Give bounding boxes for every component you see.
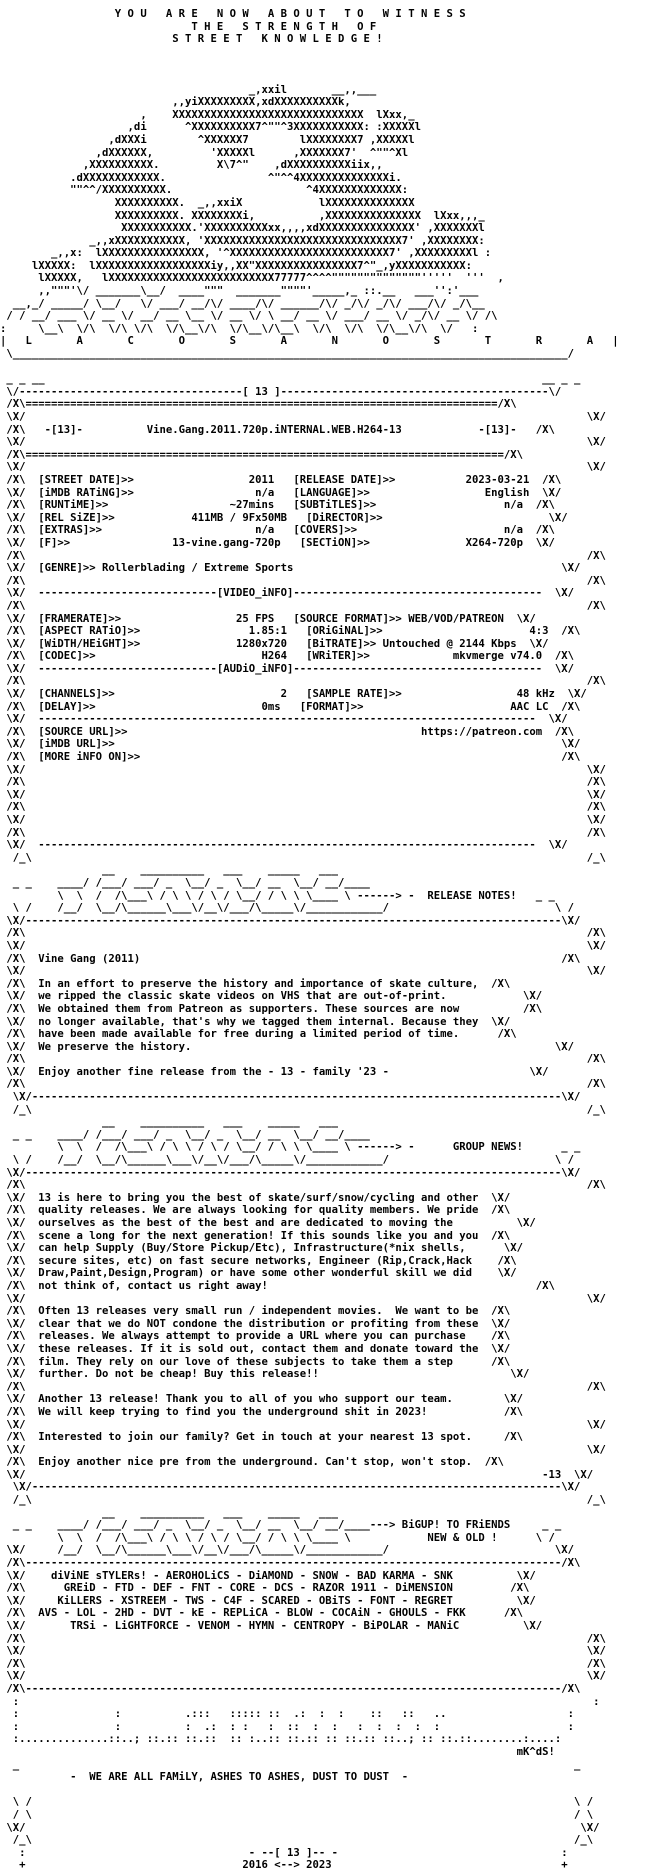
nfo-line: : - --[ 13 ]-- - : bbox=[0, 1846, 568, 1859]
nfo-line: /X\ /X\ bbox=[0, 776, 606, 789]
nfo-line: / / __/ ___ \/ __ \/ __/ __ \__ \/ __ \/ \ __/ __ \/ ___/ __ \/ _/\/ __ \/ /\ bbox=[0, 310, 498, 323]
nfo-line: \X/ \X/ bbox=[0, 461, 606, 474]
nfo-line: ,,"""'\/ _______\__/ ____""" _______""""'_____,_ ::.__ ___'':'___ bbox=[0, 285, 479, 298]
nfo-line: S T R E E T K N O W L E D G E ! bbox=[0, 33, 383, 46]
nfo-line: /X\ /X\ bbox=[0, 826, 606, 839]
nfo-line: ""^^/XXXXXXXXXX. ^4XXXXXXXXXXXXX: bbox=[0, 184, 409, 197]
nfo-line: /X\ secure sites, etc) on fast secure networks, Engineer (Rip,Crack,Hack /X\ bbox=[0, 1254, 517, 1267]
nfo-line: /X\------------------------------------------------------------------------------------/X\ bbox=[0, 1682, 581, 1695]
nfo-line: \X/ \X/ bbox=[0, 1292, 606, 1305]
nfo-line: : : bbox=[0, 1695, 600, 1708]
nfo-line: /X\ scene a long for the next generation! If this sounds like you and you /X\ bbox=[0, 1229, 511, 1242]
nfo-line: /X\ have been made available for free during a limited period of time. /X\ bbox=[0, 1028, 517, 1041]
nfo-line: /X\ Vine Gang (2011) /X\ bbox=[0, 952, 581, 965]
nfo-line: \X/ Draw,Paint,Design,Program) or have some other wonderful skill we did \X/ bbox=[0, 1267, 517, 1280]
nfo-line: + 2016 <--> 2023 + bbox=[0, 1859, 568, 1872]
nfo-line: /X\ [MORE iNFO ON]>> /X\ bbox=[0, 751, 581, 764]
nfo-line: \X/ \X/ bbox=[0, 1443, 606, 1456]
nfo-line: \X/ ------------------------------------------------------------------------------ \X/ bbox=[0, 713, 568, 726]
nfo-line: \X/ ------------------------------------------------------------------------------ \X/ bbox=[0, 839, 568, 852]
nfo-line: /X\ Often 13 releases very small run / independent movies. We want to be /X\ bbox=[0, 1305, 511, 1318]
nfo-line: \X/ TRSi - LiGHTFORCE - VENOM - HYMN - CENTROPY - BiPOLAR - MANiC \X/ bbox=[0, 1620, 543, 1632]
nfo-line: \X/ -13 \X/ bbox=[0, 1468, 594, 1481]
nfo-line: .dXXXXXXXXXXXX. ^"^^4XXXXXXXXXXXXXXi. bbox=[0, 171, 402, 184]
nfo-line: /_\ /_\ bbox=[0, 1494, 606, 1507]
nfo-line: \X/ [GENRE]>> Rollerblading / Extreme Sports \X/ bbox=[0, 562, 581, 575]
nfo-line: \X/-----------------------------------------------------------------------------------\X/ bbox=[0, 1481, 581, 1494]
nfo-line: \X/ no longer available, that's why we tagged them internal. Because they \X/ bbox=[0, 1015, 511, 1028]
nfo-line: /X\ GREiD - FTD - DEF - FNT - CORE - DCS - RAZOR 1911 - DiMENSION /X\ bbox=[0, 1582, 530, 1595]
nfo-line: _ _ ____/ /___/ ___/ _ \__/ _ \__/ __ \__/ __/____ bbox=[0, 876, 370, 889]
nfo-line: /X\ [STREET DATE]>> 2011 [RELEASE DATE]>> 2023-03-21 /X\ bbox=[0, 473, 562, 486]
nfo-line: \X/-----------------------------------------------------------------------------------\X/ bbox=[0, 1091, 581, 1104]
nfo-line: ,dXXXXXX, 'XXXXXl ,XXXXXXX7' ^""^Xl bbox=[0, 146, 409, 159]
nfo-line: _,,x: lXXXXXXXXXXXXXXXX, '^XXXXXXXXXXXXXXXXXXXXXXXXX7' ,XXXXXXXXXl : bbox=[0, 247, 492, 260]
nfo-line: \X/ /__/ \__/\______\___\/__\/___/\_____\/____________/ \X/ bbox=[0, 1544, 575, 1557]
nfo-line: : : .::: ::::: :: .: : : :: :: .. : bbox=[0, 1708, 575, 1721]
nfo-line: \X/ [iMDB URL]>> \X/ bbox=[0, 738, 581, 751]
nfo-line: /X\ [EXTRAS]>> n/a [COVERS]>> n/a /X\ bbox=[0, 524, 555, 537]
nfo-line: lXXXXX: lXXXXXXXXXXXXXXXXXXiy,,XX"XXXXXXXXXXXXXXXX7^"_,yXXXXXXXXXXX: bbox=[0, 259, 472, 272]
nfo-line: \X/ \X/ bbox=[0, 411, 606, 423]
nfo-line: \ \ / /\___\ / \ \ / \ / \__/ / \ \ \____ \ ------> - RELEASE NOTES! _ _ bbox=[0, 889, 555, 902]
nfo-line: __,_/ _____/ \__/ \/ ___/ __/\/ ____/\/ ______/\/ _/\/ _/\/ ___/\/ _/\__ bbox=[0, 297, 485, 310]
nfo-line: /X\ releases. We always attempt to provide a URL where you can purchase /X\ bbox=[0, 1330, 511, 1343]
nfo-line: \X/ ----------------------------[VIDEO_iNFO]--------------------------------------- \X/ bbox=[0, 587, 575, 600]
nfo-line: /X\ [RUNTiME]>> ~27mins [SUBTiTLES]>> n/a /X\ bbox=[0, 499, 555, 512]
nfo-line: XXXXXXXXXX. XXXXXXXXi, ,XXXXXXXXXXXXXXX lXxx,,,_ bbox=[0, 209, 485, 222]
nfo-line: /X\ /X\ bbox=[0, 549, 606, 562]
nfo-line: _ _ bbox=[0, 1758, 581, 1771]
nfo-line: /X\ /X\ bbox=[0, 599, 606, 612]
nfo-line: \X/ \X/ bbox=[0, 1645, 606, 1658]
nfo-line: \X/ can help Supply (Buy/Store Pickup/Etc), Infrastructure(*nix shells, \X/ bbox=[0, 1242, 523, 1255]
nfo-line: /X\===========================================================================/X\ bbox=[0, 448, 523, 461]
nfo-line: _ _ __ __ _ _ bbox=[0, 373, 581, 386]
nfo-line: /X\ AVS - LOL - 2HD - DVT - kE - REPLiCA - BLOW - COCAiN - GHOULS - FKK /X\ bbox=[0, 1607, 523, 1620]
nfo-line: : \__\ \/\ \/\ \/\ \/\__\/\ \/\__\/\__\ \/\ \/\ \/\__\/\ \/ : bbox=[0, 322, 479, 335]
nfo-line: \ / \ / bbox=[0, 1796, 594, 1809]
nfo-line: \X/ 13 is here to bring you the best of skate/surf/snow/cycling and other \X/ bbox=[0, 1191, 511, 1204]
nfo-line: Y O U A R E N O W A B O U T T O W I T N E S S bbox=[0, 8, 466, 20]
nfo-line: /X\ [ASPECT RATiO]>> 1.85:1 [ORiGiNAL]>> 4:3 /X\ bbox=[0, 625, 581, 638]
nfo-line: XXXXXXXXXXX.'XXXXXXXXXXxx,,,,xdXXXXXXXXXXXXXXX' ,XXXXXXXl bbox=[0, 222, 485, 235]
nfo-line: \X/ KiLLERS - XSTREEM - TWS - C4F - SCARED - OBiTS - FONT - REGRET \X/ bbox=[0, 1594, 536, 1607]
nfo-line: \X/ \X/ bbox=[0, 814, 606, 826]
nfo-line: /_\ /_\ bbox=[0, 1834, 594, 1847]
nfo-line: XXXXXXXXXX. _,,xxiX lXXXXXXXXXXXXXX bbox=[0, 196, 415, 209]
nfo-line: /X\ quality releases. We are always looking for quality members. We pride /X\ bbox=[0, 1204, 511, 1217]
nfo-line: T H E S T R E N G T H O F bbox=[0, 20, 377, 33]
nfo-line: /X\ /X\ bbox=[0, 1380, 606, 1393]
nfo-line: \ \ / /\___\ / \ \ / \ / \__/ / \ \ \____ \ ------> - GROUP NEWS! _ _ bbox=[0, 1141, 581, 1154]
nfo-line: lXXXXX, lXXXXXXXXXXXXXXXXXXXXXXXXXX77777^^^^""""""""""""""''''' ''' , bbox=[0, 272, 504, 285]
nfo-line: - WE ARE ALL FAMiLY, ASHES TO ASHES, DUST TO DUST - bbox=[0, 1771, 409, 1784]
nfo-line: \X/ \X/ bbox=[0, 763, 606, 776]
nfo-line: __ __________ ___ _____ ___ bbox=[0, 1116, 339, 1129]
nfo-line: \X/ clear that we do NOT condone the distribution or profiting from these \X/ bbox=[0, 1317, 511, 1330]
nfo-line: __ __________ ___ _____ ___ bbox=[0, 1506, 339, 1519]
nfo-line: \ / /__/ \__/\______\___\/__\/___/\_____\/____________/ \ / bbox=[0, 1154, 575, 1167]
nfo-line: \X/ Another 13 release! Thank you to all of you who support our team. \X/ bbox=[0, 1393, 523, 1406]
nfo-line: _ _ ____/ /___/ ___/ _ \__/ _ \__/ __ \__/ __/____---> BiGUP! TO FRiENDS _ _ bbox=[0, 1519, 562, 1532]
nfo-line: \X/ [REL SiZE]>> 411MB / 9Fx50MB [DiRECTOR]>> \X/ bbox=[0, 511, 568, 524]
nfo-line: __ __________ ___ _____ ___ bbox=[0, 864, 339, 877]
nfo-line: /X\ Interested to join our family? Get in touch at your nearest 13 spot. /X\ bbox=[0, 1431, 523, 1444]
nfo-line: _,xxil __,,___ bbox=[0, 83, 377, 96]
nfo-line: mK^dS! bbox=[0, 1745, 555, 1758]
nfo-line: \X/------------------------------------------------------------------------------------\X/ bbox=[0, 914, 581, 927]
nfo-line: ,XXXXXXXXXX. X\7^" ,dXXXXXXXXXXiix,, bbox=[0, 159, 383, 172]
nfo-line: \X/ these releases. If it is sold out, contact them and donate toward the \X/ bbox=[0, 1342, 511, 1355]
nfo-line: \X/ [CHANNELS]>> 2 [SAMPLE RATE]>> 48 kHz \X/ bbox=[0, 688, 587, 701]
nfo-line: : : : .: : : : :: : : : : : : : : bbox=[0, 1720, 575, 1733]
nfo-line: \X/ \X/ bbox=[0, 436, 606, 449]
nfo-line: \X/ [FRAMERATE]>> 25 FPS [SOURCE FORMAT]>> WEB/VOD/PATREON \X/ bbox=[0, 612, 536, 625]
nfo-line: \X/ further. Do not be cheap! Buy this release!! \X/ bbox=[0, 1368, 530, 1381]
nfo-line: \X/ \X/ bbox=[0, 1821, 600, 1834]
nfo-line: ,,yiXXXXXXXXX,xdXXXXXXXXXXk, bbox=[0, 96, 351, 109]
nfo-line: \X/ We preserve the history. \X/ bbox=[0, 1040, 575, 1053]
nfo-line: /X\ /X\ bbox=[0, 1053, 606, 1066]
nfo-line: \X/ \X/ bbox=[0, 939, 606, 952]
nfo-line: _ _ ____/ /___/ ___/ _ \__/ _ \__/ __ \__/ __/____ bbox=[0, 1128, 370, 1141]
nfo-line: /X\ not think of, contact us right away! /X\ bbox=[0, 1279, 555, 1292]
nfo-line: \ \ / /\___\ / \ \ / \ / \__/ / \ \ \____ \ NEW & OLD ! \ / bbox=[0, 1531, 555, 1544]
nfo-line: /X\ We will keep trying to find you the underground shit in 2023! /X\ bbox=[0, 1405, 523, 1418]
nfo-line: /X\ We obtained them from Patreon as supporters. These sources are now /X\ bbox=[0, 1002, 543, 1015]
nfo-line: /X\------------------------------------------------------------------------------------/X\ bbox=[0, 1557, 581, 1570]
nfo-line: /X\ /X\ bbox=[0, 675, 606, 688]
nfo-line: ,dXXXi ^XXXXXX7 lXXXXXXXX7 ,XXXXXl bbox=[0, 133, 415, 146]
nfo-line: | L A C O S A N O S T R A | bbox=[0, 335, 619, 348]
nfo-line: /X\ -[13]- Vine.Gang.2011.720p.iNTERNAL.WEB.H264-13 -[13]- /X\ bbox=[0, 423, 555, 436]
nfo-line: \ / /__/ \__/\______\___\/__\/___/\_____\/____________/ \ / bbox=[0, 902, 575, 915]
nfo-line: :..............::..; ::.:: ::.:: :: :..:: ::.:: :: ::.:: ::..; :: ::.::........:....: bbox=[0, 1733, 562, 1746]
nfo-line: \X/ Enjoy another fine release from the - 13 - family '23 - \X/ bbox=[0, 1065, 549, 1078]
nfo-line: \X/ \X/ bbox=[0, 788, 606, 801]
nfo-line: \X/ [F]>> 13-vine.gang-720p [SECTiON]>> X264-720p \X/ bbox=[0, 536, 555, 549]
nfo-line: / \ / \ bbox=[0, 1808, 594, 1821]
nfo-line: /X\ /X\ bbox=[0, 801, 606, 814]
nfo-line: /X\ /X\ bbox=[0, 1179, 606, 1192]
nfo-line: /X\ /X\ bbox=[0, 1632, 606, 1645]
nfo-line: \X/ \X/ bbox=[0, 1418, 606, 1431]
nfo-line: /_\ /_\ bbox=[0, 1103, 606, 1116]
nfo-line: \X/------------------------------------------------------------------------------------\X/ bbox=[0, 1166, 581, 1179]
nfo-line: \X/ \X/ bbox=[0, 965, 606, 978]
nfo-line: \X/ [iMDB RATiNG]>> n/a [LANGUAGE]>> English \X/ bbox=[0, 486, 562, 499]
nfo-line: /X\ Enjoy another nice pre from the underground. Can't stop, won't stop. /X\ bbox=[0, 1456, 504, 1469]
nfo-line: /X\==========================================================================/X\ bbox=[0, 398, 517, 411]
nfo-line: \X/ ourselves as the best of the best and are dedicated to moving the \X/ bbox=[0, 1217, 536, 1229]
nfo-line: /X\ [SOURCE URL]>> https://patreon.com /X\ bbox=[0, 725, 575, 738]
nfo-line: /X\ In an effort to preserve the history and importance of skate culture, /X\ bbox=[0, 977, 511, 990]
nfo-line: , XXXXXXXXXXXXXXXXXXXXXXXXXXXXXX lXxx,_ bbox=[0, 108, 415, 121]
nfo-line: /X\ /X\ bbox=[0, 574, 606, 587]
nfo-line: /X\ /X\ bbox=[0, 1657, 606, 1670]
nfo-line: /X\ /X\ bbox=[0, 927, 606, 940]
nfo-line: \/-----------------------------------[ 13 ]------------------------------------------\/ bbox=[0, 385, 562, 398]
nfo-line: /X\ [CODEC]>> H264 [WRiTER]>> mkvmerge v74.0 /X\ bbox=[0, 650, 575, 663]
nfo-line: /X\ [DELAY]>> 0ms [FORMAT]>> AAC LC /X\ bbox=[0, 700, 581, 713]
nfo-line: \_______________________________________________________________________________________/ bbox=[0, 348, 575, 361]
nfo-line: \X/ we ripped the classic skate videos on VHS that are out-of-print. \X/ bbox=[0, 990, 543, 1003]
nfo-line: /X\ /X\ bbox=[0, 1078, 606, 1091]
nfo-line: ,di ^XXXXXXXXXX7^""^3XXXXXXXXXXX: :XXXXXl bbox=[0, 121, 421, 134]
nfo-line: _,,xXXXXXXXXXXX, 'XXXXXXXXXXXXXXXXXXXXXXXXXXXXXXX7' ,XXXXXXXX: bbox=[0, 234, 485, 247]
nfo-line: \X/ [WiDTH/HEiGHT]>> 1280x720 [BiTRATE]>> Untouched @ 2144 Kbps \X/ bbox=[0, 637, 549, 650]
nfo-line: \X/ \X/ bbox=[0, 1670, 606, 1683]
nfo-line: \X/ diViNE sTYLERs! - AEROHOLiCS - DiAMOND - SNOW - BAD KARMA - SNK \X/ bbox=[0, 1569, 536, 1582]
nfo-line: \X/ ----------------------------[AUDiO_iNFO]--------------------------------------- \X/ bbox=[0, 662, 575, 675]
nfo-line: /_\ /_\ bbox=[0, 851, 606, 864]
nfo-line: /X\ film. They rely on our love of these subjects to take them a step /X\ bbox=[0, 1355, 511, 1368]
